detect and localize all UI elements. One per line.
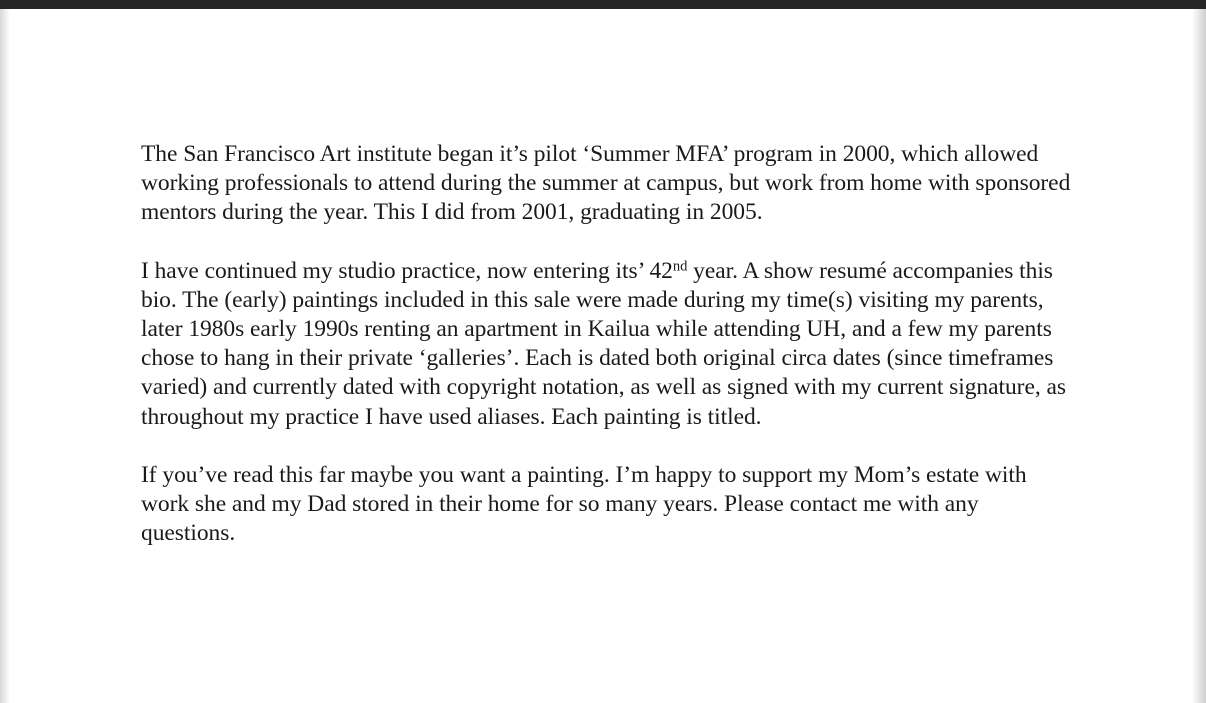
document-text-body <box>141 140 1071 548</box>
page-right-edge-shadow <box>1192 9 1206 703</box>
paragraph-education: The San Francisco Art institute began it’s pilot ‘Summer MFA’ program in 2000, which allowed working professionals to attend during the summer at campus, but work from home with sponsored mentors during the year. This I did from 2001, graduating in 2005. <box>141 141 1071 226</box>
ordinal-suffix-superscript: nd <box>672 258 688 275</box>
paragraph-practice-part-1: I have continued my studio practice, now entering its’ 42 <box>141 257 673 284</box>
paragraph-practice-part-2: year. A show resumé accompanies this bio. The (early) paintings included in this sale were made during my time(s) visiting my parents, later 1980s early 1990s renting an apartment in Kailua while attending UH, and a few my parents chose to hang in their private ‘galleries’. Each is dated both original circa dates (since timeframes varied) and currently dated with copyright notation, as well as signed with my current signature, as throughout my practice I have used aliases. Each painting is titled. <box>141 257 1066 430</box>
page-left-edge-shadow <box>0 9 10 703</box>
paragraph-practice <box>141 257 1071 432</box>
top-window-bar <box>0 0 1206 9</box>
paragraph-closing: If you’ve read this far maybe you want a painting. I’m happy to support my Mom’s estate with work she and my Dad stored in their home for so many years. Please contact me with any questions. <box>141 461 1027 547</box>
